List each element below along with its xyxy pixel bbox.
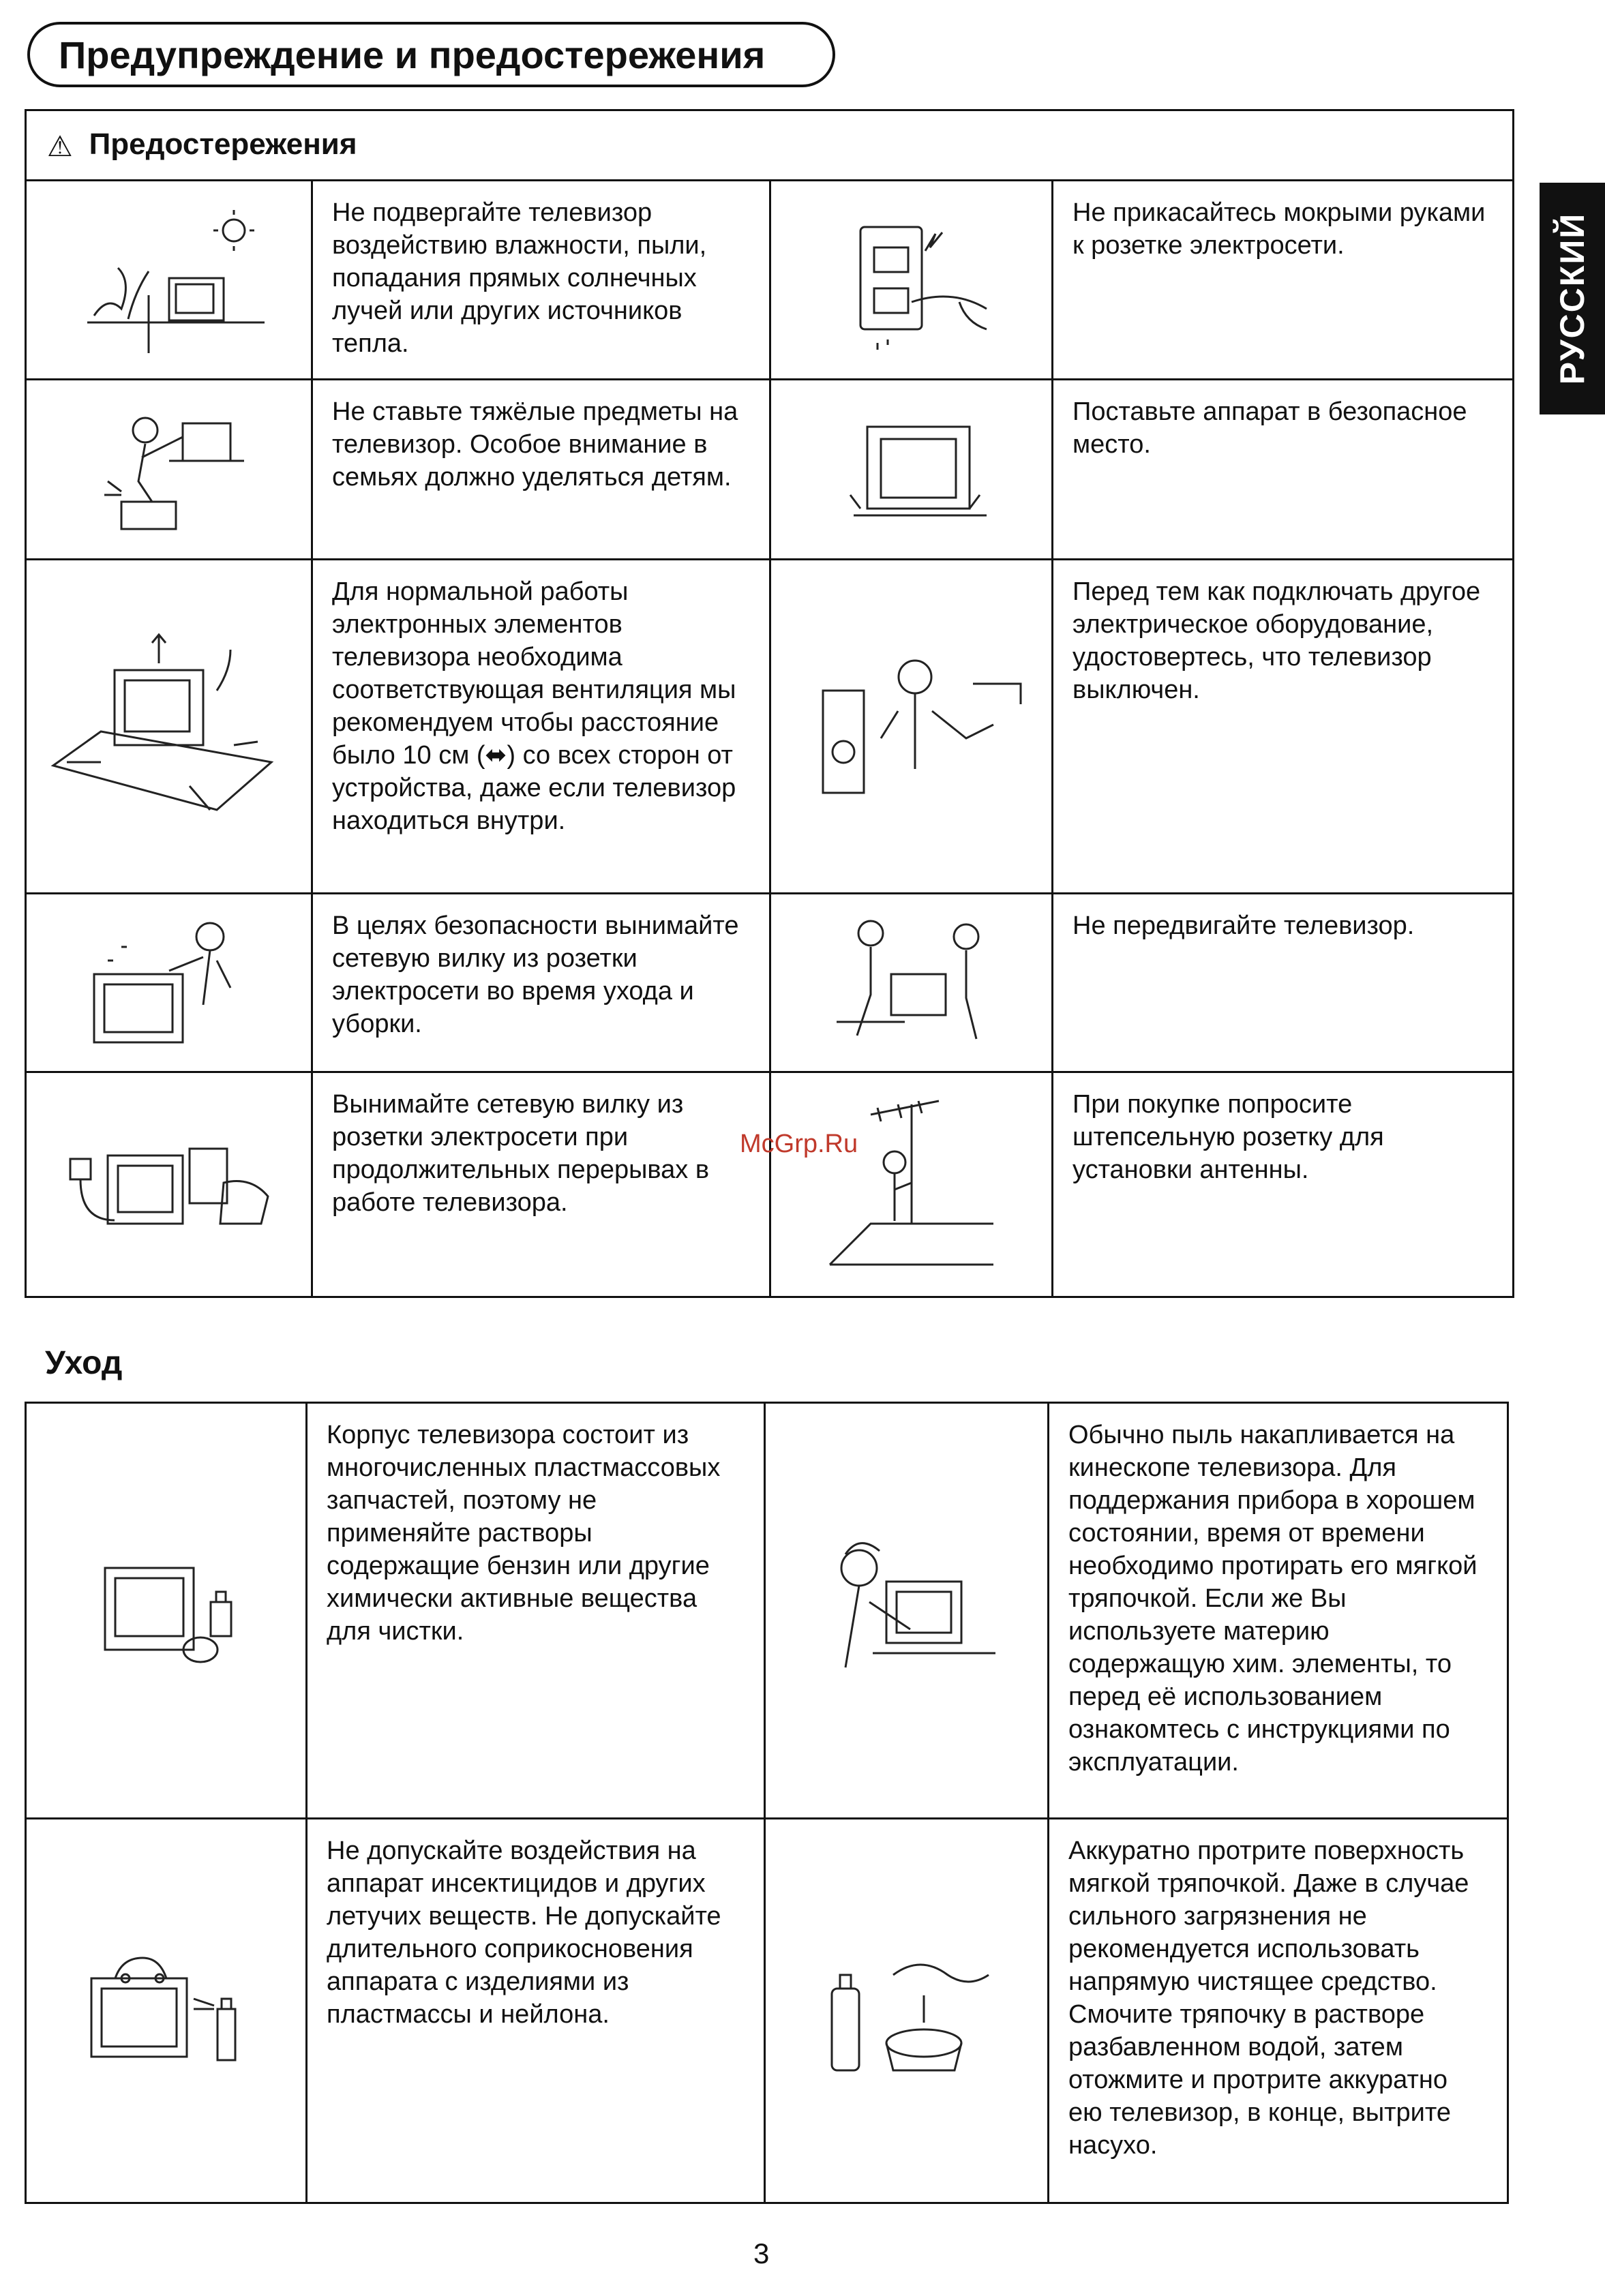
cleaning-unplug-icon <box>67 906 271 1056</box>
care-text: Не допускайте воздействия на аппарат инсектицидов и других летучих веществ. Не допускайте длительного соприкосновения аппарата с изделиями из пластмассы и нейлона. <box>307 1819 765 2203</box>
language-tab <box>1540 183 1605 414</box>
illustration-cell <box>26 1072 312 1297</box>
table-row <box>26 1403 1508 1819</box>
care-text: Обычно пыль накапливается на кинескопе телевизора. Для поддержания прибора в хорошем состоянии, время от времени необходимо протирать его мягкой тряпочкой. Если же Вы используете материю содержащую хим. элементы, то перед её использованием ознакомтесь с инструкциями по эксплуатации. <box>1049 1403 1508 1819</box>
illustration-cell <box>26 380 312 560</box>
warnings-table <box>25 109 1514 1298</box>
illustration-cell <box>26 894 312 1072</box>
warning-text: Не прикасайтесь мокрыми руками к розетке электросети. <box>1053 181 1514 380</box>
tv-insecticide-spray-icon <box>64 1941 269 2077</box>
warning-text: Не ставьте тяжёлые предметы на телевизор. Особое внимание в семьях должно уделяться детям. <box>312 380 770 560</box>
warnings-header-label: Предостережения <box>89 127 357 162</box>
language-tab-label: РУССКИЙ <box>1553 212 1591 385</box>
two-men-moving-tv-icon <box>809 906 1014 1056</box>
page-number: 3 <box>753 2237 770 2269</box>
illustration-cell <box>770 1072 1053 1297</box>
table-row <box>26 181 1514 380</box>
warning-text: Не подвергайте телевизор воздействию влажности, пыли, попадания прямых солнечных лучей или других источников тепла. <box>312 181 770 380</box>
watermark: McGrp.Ru <box>740 1130 858 1158</box>
care-section-title: Уход <box>45 1345 123 1381</box>
care-text: Корпус телевизора состоит из многочисленных пластмассовых запчастей, поэтому не применяйте растворы содержащие бензин или другие химически активные вещества для чистки. <box>307 1403 765 1819</box>
page-title: Предупреждение и предостережения <box>27 22 835 87</box>
illustration-cell <box>770 380 1053 560</box>
illustration-cell <box>26 181 312 380</box>
table-row <box>26 894 1514 1072</box>
warning-text: Перед тем как подключать другое электрическое оборудование, удостовертесь, что телевизор выключен. <box>1053 560 1514 894</box>
care-text: Аккуратно протрите поверхность мягкой тряпочкой. Даже в случае сильного загрязнения не рекомендуется использовать напрямую чистящее средство. Смочите тряпочку в растворе разбавленном водой, затем отожмите и протрите аккуратно ею телевизор, в конце, вытрите насухо. <box>1049 1819 1508 2203</box>
warning-text: При покупке попросите штепсельную розетку для установки антенны. <box>1053 1072 1514 1297</box>
warning-text: Для нормальной работы электронных элементов телевизора необходима соответствующая вентиляция мы рекомендуем чтобы расстояние было 10 см (⬌) со всех сторон от устройства, даже если телевизор находиться внутри. <box>312 560 770 894</box>
warning-text: Поставьте аппарат в безопасное место. <box>1053 380 1514 560</box>
woman-wiping-screen-icon <box>805 1527 1009 1691</box>
unplug-travel-icon <box>57 1108 282 1258</box>
warnings-header <box>26 110 1514 181</box>
illustration-cell <box>770 181 1053 380</box>
illustration-cell <box>26 1403 307 1819</box>
table-row <box>26 560 1514 894</box>
wringing-cloth-icon <box>805 1934 1009 2084</box>
care-table <box>25 1402 1509 2204</box>
table-row <box>26 1819 1508 2203</box>
wet-hand-socket-icon <box>823 200 1000 357</box>
tv-stable-place-icon <box>823 399 1000 536</box>
illustration-cell <box>765 1403 1049 1819</box>
tv-humidity-sun-icon <box>67 200 271 357</box>
illustration-cell <box>26 560 312 894</box>
tv-ventilation-icon <box>40 622 299 827</box>
warning-text: Не передвигайте телевизор. <box>1053 894 1514 1072</box>
illustration-cell <box>765 1819 1049 2203</box>
warning-triangle-icon: ⚠ <box>47 130 73 162</box>
man-connecting-equipment-icon <box>796 636 1028 813</box>
illustration-cell <box>770 894 1053 1072</box>
antenna-installer-icon <box>816 1087 1007 1278</box>
illustration-cell <box>26 1819 307 2203</box>
illustration-cell <box>770 560 1053 894</box>
tv-chemicals-icon <box>64 1541 269 1677</box>
child-climbing-tv-icon <box>80 393 258 543</box>
table-row <box>26 380 1514 560</box>
table-row <box>26 1072 1514 1297</box>
warning-text: Вынимайте сетевую вилку из розетки электросети при продолжительных перерывах в работе телевизора. <box>312 1072 770 1297</box>
warning-text: В целях безопасности вынимайте сетевую вилку из розетки электросети во время ухода и уборки. <box>312 894 770 1072</box>
